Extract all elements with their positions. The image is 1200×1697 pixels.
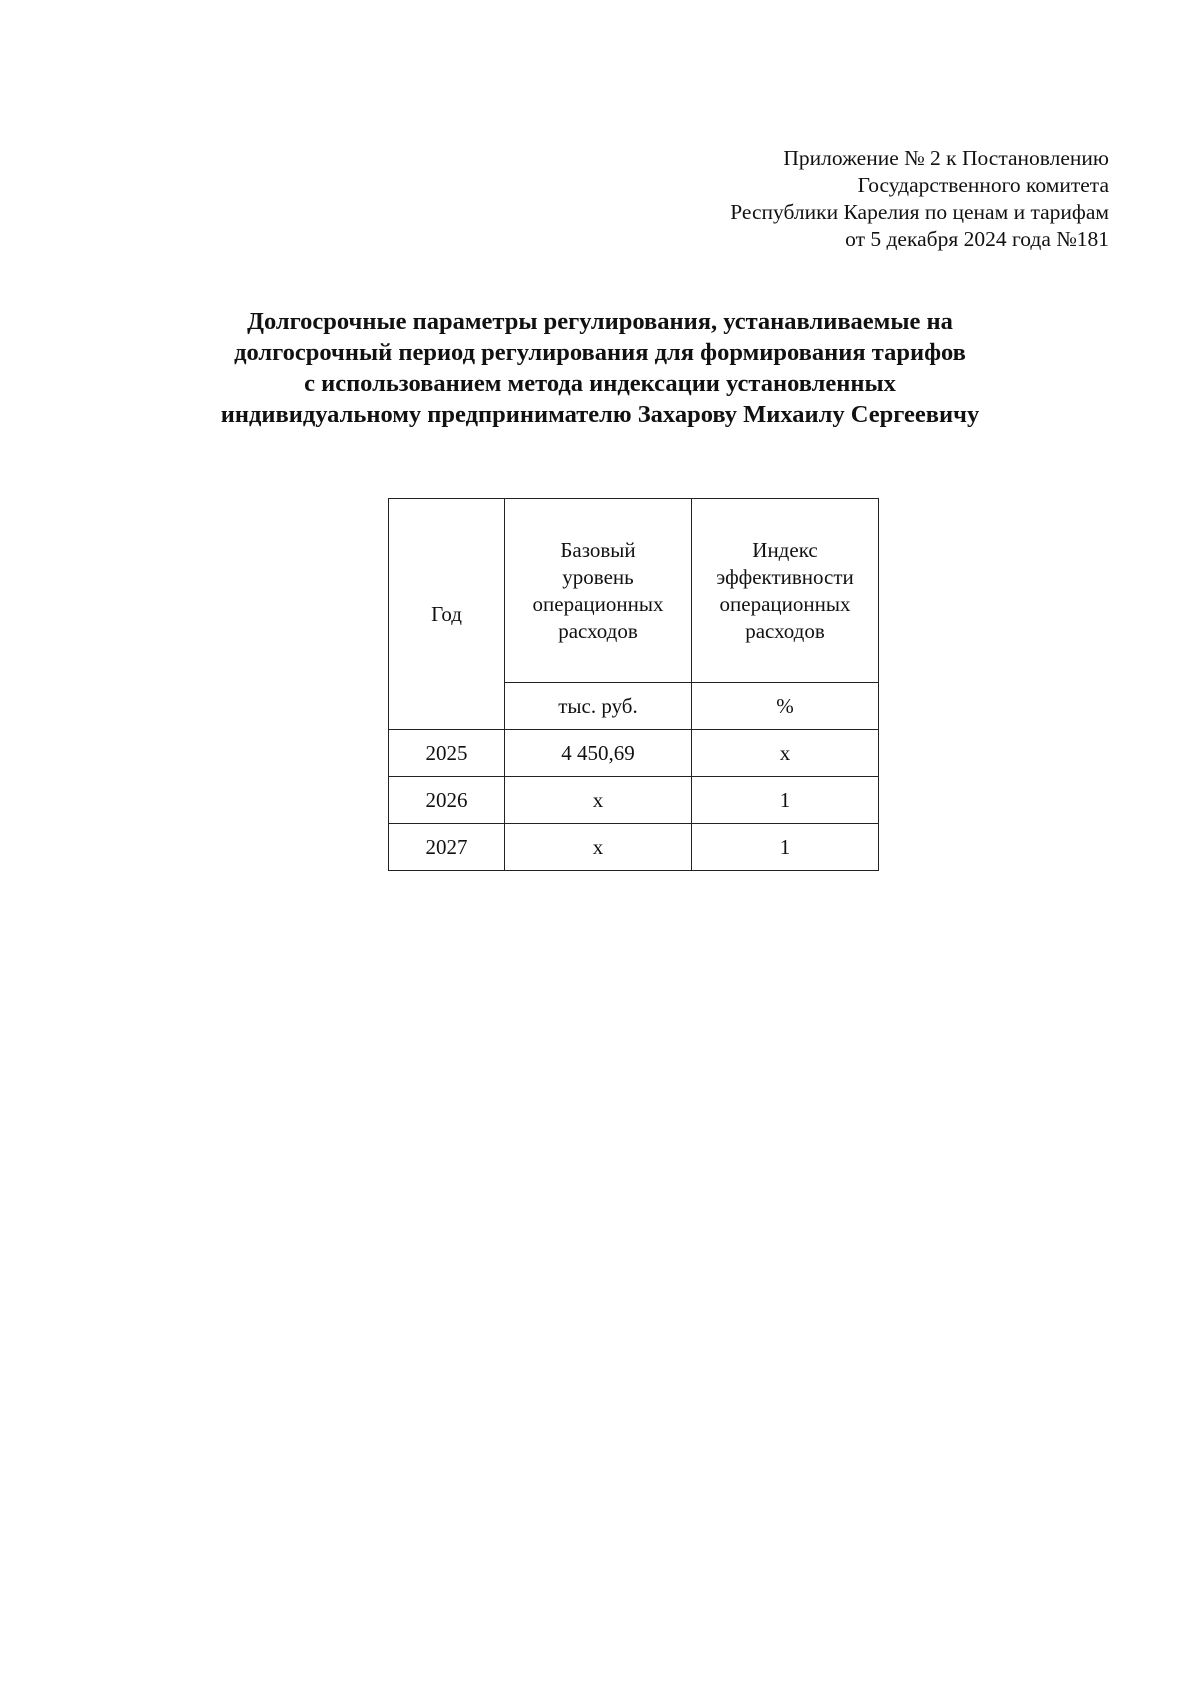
cell-base-level: х	[505, 777, 692, 824]
table-row	[389, 730, 879, 777]
cell-year: 2025	[389, 730, 505, 777]
header-efficiency-index-line: операционных	[719, 591, 851, 616]
header-base-level	[505, 499, 692, 683]
cell-efficiency-index: х	[692, 730, 879, 777]
table-row	[389, 824, 879, 871]
table-row	[389, 777, 879, 824]
appendix-line: от 5 декабря 2024 года №181	[845, 227, 1109, 251]
title-line: с использованием метода индексации установленных	[304, 370, 896, 397]
unit-base-level: тыс. руб.	[505, 683, 692, 730]
header-base-level-line: Базовый	[560, 537, 636, 562]
header-efficiency-index-line: Индекс	[752, 537, 818, 562]
cell-efficiency-index: 1	[692, 777, 879, 824]
document-title	[0, 306, 1200, 430]
title-line: Долгосрочные параметры регулирования, устанавливаемые на	[247, 308, 953, 335]
appendix-line: Республики Карелия по ценам и тарифам	[730, 200, 1109, 224]
header-base-level-line: уровень	[562, 564, 634, 589]
cell-base-level: 4 450,69	[505, 730, 692, 777]
header-year: Год	[389, 499, 505, 730]
table-header-row	[389, 499, 879, 683]
cell-year: 2026	[389, 777, 505, 824]
header-efficiency-index	[692, 499, 879, 683]
header-efficiency-index-line: расходов	[745, 618, 825, 643]
unit-efficiency-index: %	[692, 683, 879, 730]
appendix-line: Государственного комитета	[857, 173, 1109, 197]
parameters-table	[388, 498, 879, 871]
cell-base-level: х	[505, 824, 692, 871]
header-base-level-line: операционных	[532, 591, 664, 616]
header-efficiency-index-line: эффективности	[716, 564, 854, 589]
header-base-level-line: расходов	[558, 618, 638, 643]
cell-efficiency-index: 1	[692, 824, 879, 871]
appendix-line: Приложение № 2 к Постановлению	[783, 146, 1109, 170]
title-line: индивидуальному предпринимателю Захарову Михаилу Сергеевичу	[220, 401, 980, 428]
title-line: долгосрочный период регулирования для формирования тарифов	[234, 339, 966, 366]
cell-year: 2027	[389, 824, 505, 871]
appendix-reference	[730, 145, 1109, 253]
